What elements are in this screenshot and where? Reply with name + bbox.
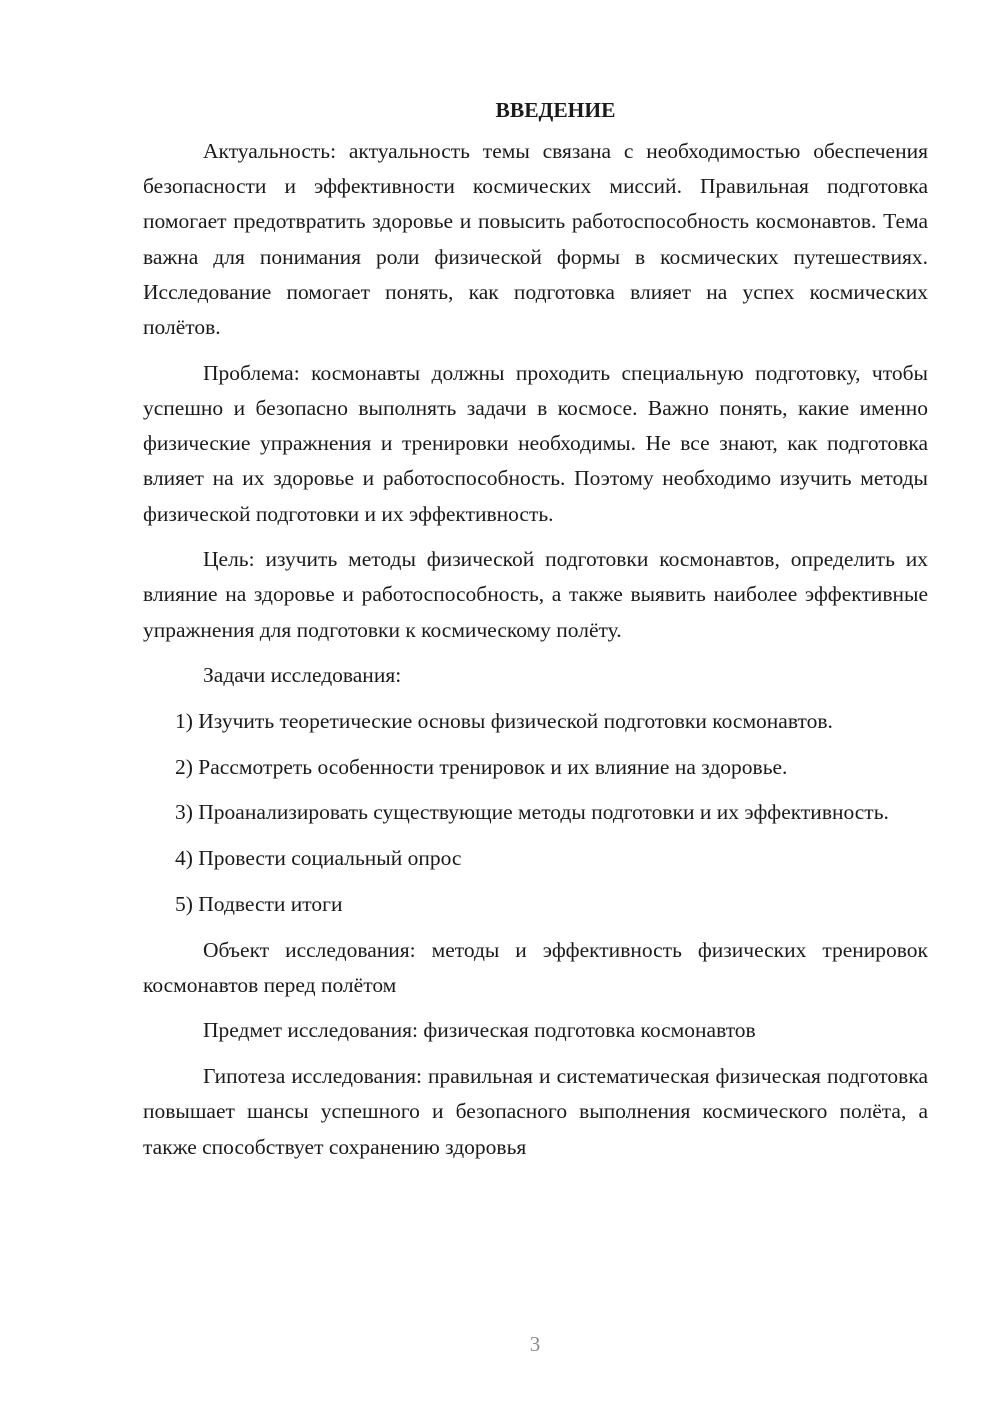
document-page: [143, 92, 928, 1165]
task-item-2: 2) Рассмотреть особенности тренировок и их влияние на здоровье.: [175, 754, 788, 779]
task-item-5: 5) Подвести итоги: [175, 891, 343, 916]
paragraph-subject: Предмет исследования: физическая подготовка космонавтов: [203, 1018, 756, 1043]
paragraph-object: Объект исследования: методы и эффективность физических тренировок космонавтов перед полётом: [143, 937, 928, 997]
paragraph-relevance: Актуальность: актуальность темы связана с необходимостью обеспечения безопасности и эффективности космических миссий. Правильная подготовка помогает предотвратить здоровье и повысить работоспособность космонавтов. Тема важна для понимания роли физической формы в космических путешествиях. Исследование помогает понять, как подготовка влияет на успех космических полётов.: [143, 139, 928, 340]
page-number: 3: [529, 1332, 541, 1356]
paragraph-goal: Цель: изучить методы физической подготовки космонавтов, определить их влияние на здоровье и работоспособность, а также выявить наиболее эффективные упражнения для подготовки к космическому полёту.: [143, 547, 928, 642]
paragraph-hypothesis: Гипотеза исследования: правильная и систематическая физическая подготовка повышает шансы успешного и безопасного выполнения космического полёта, а также способствует сохранению здоровья: [143, 1064, 928, 1159]
paragraph-problem: Проблема: космонавты должны проходить специальную подготовку, чтобы успешно и безопасно выполнять задачи в космосе. Важно понять, какие именно физические упражнения и тренировки необходимы. Не все знают, как подготовка влияет на их здоровье и работоспособность. Поэтому необходимо изучить методы физической подготовки и их эффективность.: [143, 360, 928, 526]
section-heading: ВВЕДЕНИЕ: [495, 98, 616, 122]
task-item-4: 4) Провести социальный опрос: [175, 846, 462, 871]
task-item-3: 3) Проанализировать существующие методы подготовки и их эффективность.: [175, 800, 889, 825]
task-item-1: 1) Изучить теоретические основы физической подготовки космонавтов.: [175, 709, 833, 734]
paragraph-tasks-intro: Задачи исследования:: [203, 663, 402, 688]
